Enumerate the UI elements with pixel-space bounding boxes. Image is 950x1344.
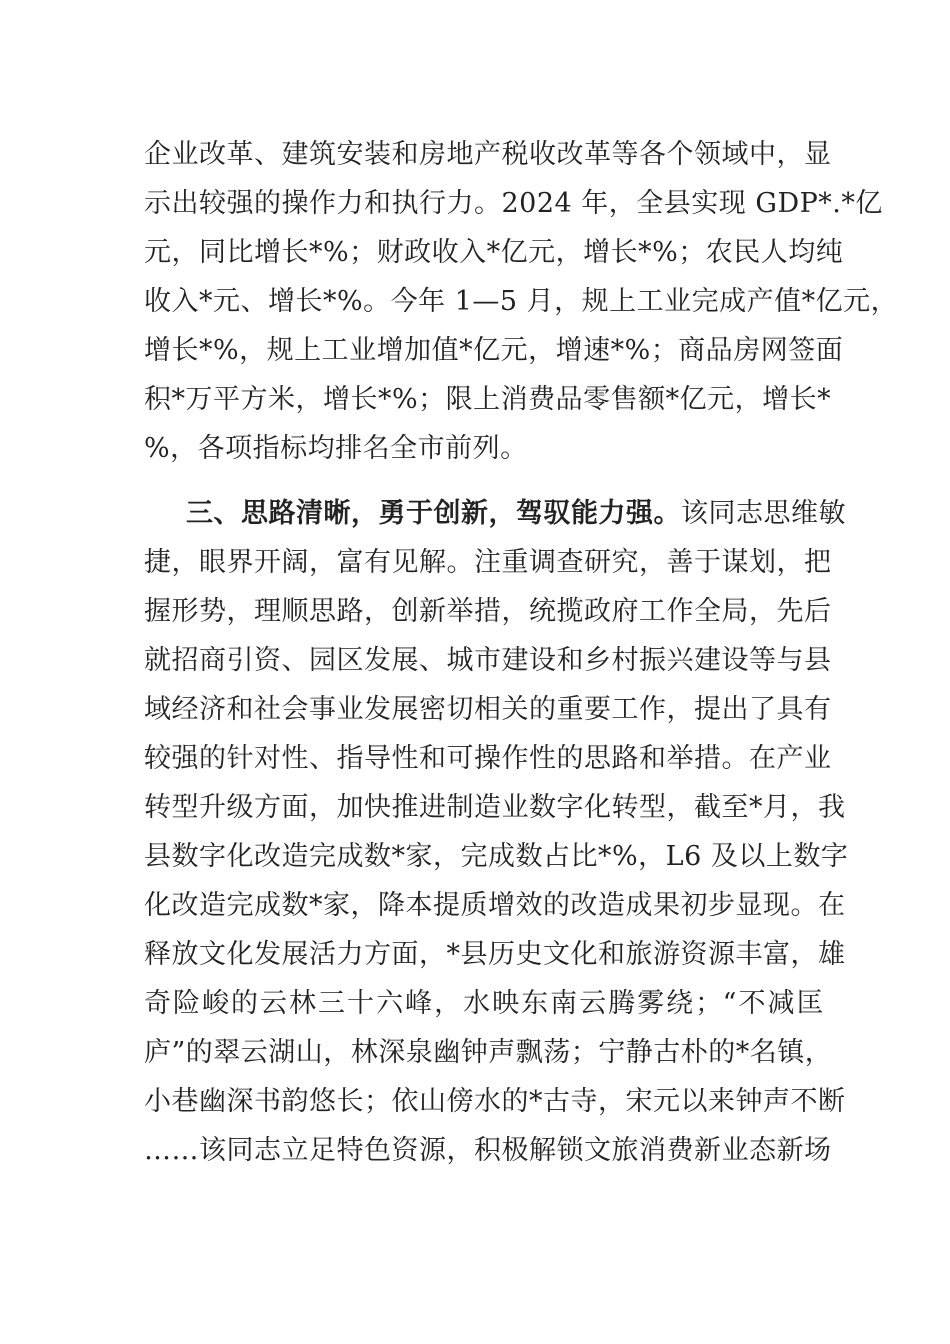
text-line: 小巷幽深书韵悠长；依山傍水的*古寺，宋元以来钟声不断: [144, 1086, 846, 1117]
text-line: 较强的针对性、指导性和可操作性的思路和举措。在产业: [144, 743, 832, 774]
text-line: 增长*%，规上工业增加值*亿元，增速*%；商品房网签面: [144, 335, 844, 366]
text-line: 示出较强的操作力和执行力。2024 年，全县实现 GDP*.*亿: [144, 188, 883, 219]
text-line: 捷，眼界开阔，富有见解。注重调查研究，善于谋划，把: [144, 547, 832, 578]
text-line: 县数字化改造完成数*家，完成数占比*%，L6 及以上数字: [144, 841, 849, 872]
text-line: 就招商引资、园区发展、城市建设和乡村振兴建设等与县: [144, 645, 832, 676]
text-line: 积*万平方米，增长*%；限上消费品零售额*亿元，增长*: [144, 384, 832, 415]
text-line: 化改造完成数*家，降本提质增效的改造成果初步显现。在: [144, 890, 846, 921]
text-line: 域经济和社会事业发展密切相关的重要工作，提出了具有: [144, 694, 832, 725]
paragraph-heading-line: [186, 497, 846, 531]
text-line: 转型升级方面，加快推进制造业数字化转型，截至*月，我: [144, 792, 846, 823]
text-line: 收入*元、增长*%。今年 1—5 月，规上工业完成产值*亿元，: [144, 286, 899, 317]
text-line: 奇险峻的云林三十六峰，水映东南云腾雾绕；“不减匡: [144, 988, 824, 1019]
text-line: 庐”的翠云湖山，林深泉幽钟声飘荡；宁静古朴的*名镇，: [144, 1037, 833, 1068]
text-line: 企业改革、建筑安装和房地产税收改革等各个领域中，显: [144, 139, 832, 170]
section-heading: 三、思路清晰，勇于创新，驾驭能力强。: [186, 498, 681, 529]
text-line: 释放文化发展活力方面，*县历史文化和旅游资源丰富，雄: [144, 939, 846, 970]
text-line: 元，同比增长*%；财政收入*亿元，增长*%；农民人均纯: [144, 237, 844, 268]
text-line: %，各项指标均排名全市前列。: [144, 433, 528, 464]
text-line: 握形势，理顺思路，创新举措，统揽政府工作全局，先后: [144, 596, 832, 627]
heading-line-rest: 该同志思维敏: [681, 498, 846, 529]
text-line: ……该同志立足特色资源，积极解锁文旅消费新业态新场: [144, 1135, 832, 1166]
